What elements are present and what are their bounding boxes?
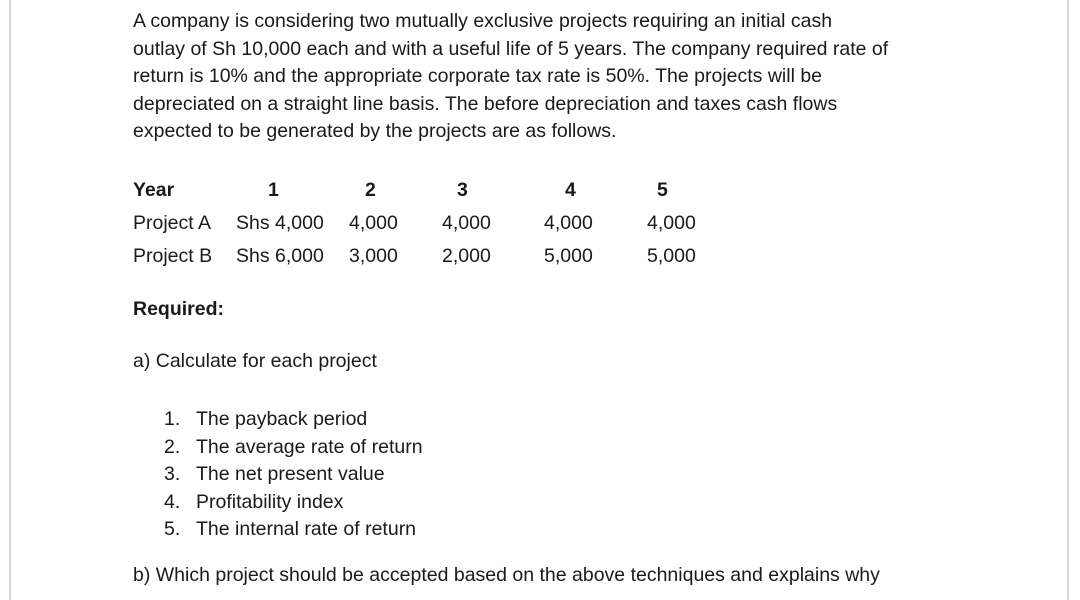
list-item-text: The net present value (196, 463, 385, 486)
list-item (164, 406, 423, 434)
year-2-header: 2 (365, 179, 376, 201)
intro-line: A company is considering two mutually exclusive projects requiring an initial cash (133, 10, 833, 32)
intro-line: return is 10% and the appropriate corporate tax rate is 50%. The projects will be (133, 65, 823, 88)
table-header-row (133, 174, 733, 207)
intro-paragraph (133, 8, 1013, 146)
intro-line: expected to be generated by the projects are as follows. (133, 120, 617, 143)
table-cell: 2,000 (442, 245, 491, 267)
required-heading: Required: (133, 298, 225, 320)
table-row-project-a (133, 207, 733, 240)
table-cell: 4,000 (349, 212, 398, 234)
year-header: Year (133, 179, 175, 201)
list-number: 3. (164, 463, 181, 486)
year-4-header: 4 (565, 179, 576, 201)
list-item-text: Profitability index (196, 490, 344, 513)
list-item (164, 434, 423, 462)
list-number: 5. (164, 518, 181, 541)
part-b-question: b) Which project should be accepted based on the above techniques and explains why (133, 564, 880, 586)
table-cell: 4,000 (544, 212, 593, 234)
list-number: 1. (164, 408, 181, 430)
project-b-label: Project B (133, 245, 213, 267)
table-cell: Shs 6,000 (236, 245, 324, 267)
part-a-question: a) Calculate for each project (133, 350, 377, 372)
table-cell: 4,000 (442, 212, 491, 234)
question-page (133, 8, 1013, 586)
part-a-task-list (164, 406, 423, 544)
list-item-text: The internal rate of return (196, 518, 417, 541)
year-3-header: 3 (457, 179, 468, 201)
intro-line: outlay of Sh 10,000 each and with a useful life of 5 years. The company required rate of (133, 37, 889, 60)
list-item (164, 516, 423, 544)
list-number: 4. (164, 490, 181, 513)
year-5-header: 5 (657, 179, 668, 201)
table-cell: 5,000 (544, 245, 593, 267)
year-1-header: 1 (268, 179, 279, 201)
project-a-label: Project A (133, 212, 212, 234)
list-item-text: The payback period (196, 408, 368, 430)
list-number: 2. (164, 435, 181, 458)
table-row-project-b (133, 240, 733, 273)
intro-line: depreciated on a straight line basis. The before depreciation and taxes cash flows (133, 92, 838, 115)
list-item (164, 489, 423, 517)
list-item-text: The average rate of return (196, 435, 423, 458)
list-item (164, 461, 423, 489)
cash-flow-table (133, 174, 733, 273)
left-page-border (9, 0, 11, 600)
table-cell: Shs 4,000 (236, 212, 324, 234)
table-cell: 3,000 (349, 245, 398, 267)
table-cell: 5,000 (647, 245, 696, 267)
right-page-border (1067, 0, 1069, 600)
table-cell: 4,000 (647, 212, 696, 234)
